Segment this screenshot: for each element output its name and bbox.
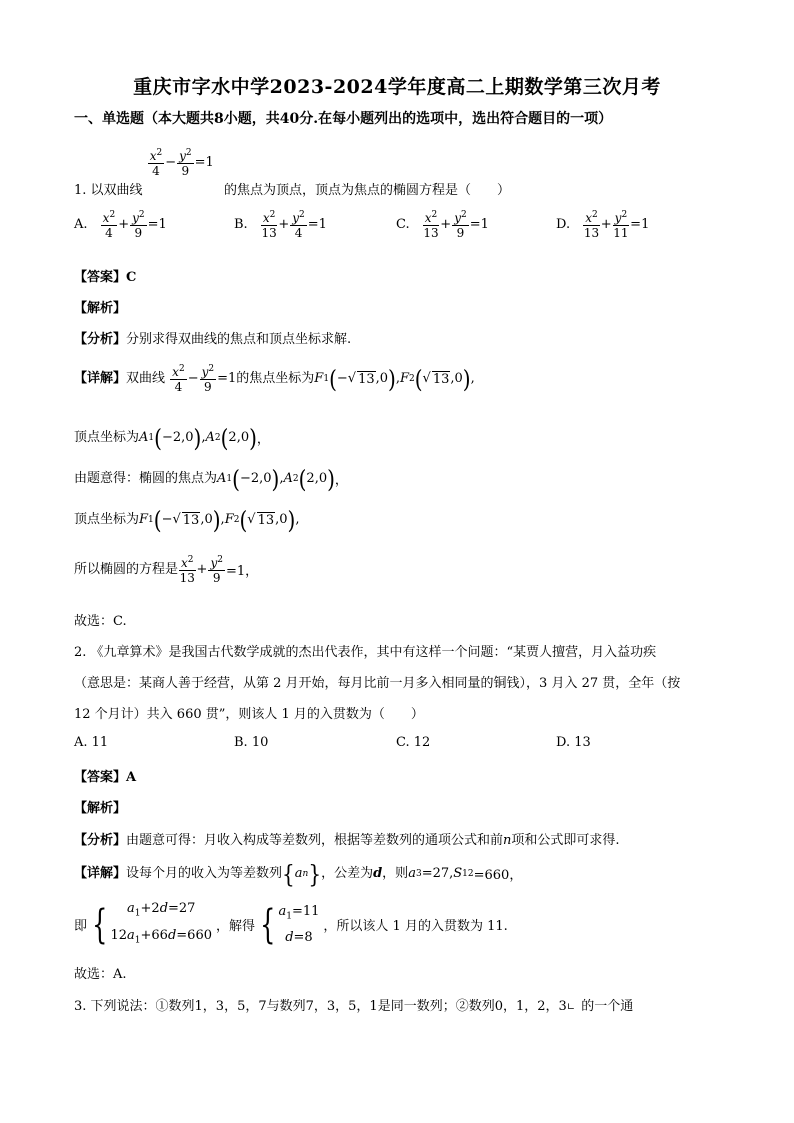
analysis-text: 由题意可得：月收入构成等差数列，根据等差数列的通项公式和前 (126, 833, 504, 848)
detail-text-3: ，则 (382, 866, 409, 881)
q2-choice: 故选：A. (74, 967, 127, 982)
q1-option-c: C. $\frac{x^2}{13}$ + $\frac{y^2}{9}$ =1 (396, 210, 489, 240)
q1-suffix: 的焦点为顶点，顶点为焦点的椭圆方程是（ ） (223, 183, 510, 198)
analysis-label: 【分析】 (74, 833, 127, 848)
option-label: B. (234, 217, 248, 232)
q2-line3: 12 个月计）共入 660 贯”，则该人 1 月的入贯数为（ ） (74, 707, 424, 722)
q1-vertex-line: 顶点坐标为 A 1 ( −2,0 ) , A 2 ( 2,0 ) ， (74, 423, 270, 452)
text-2: ，解得 (216, 919, 256, 935)
option-label: A. (74, 217, 88, 232)
q1-option-a: A. $\frac{x^2}{4}$ + $\frac{y^2}{9}$ =1 (74, 210, 167, 240)
detail-text-2: ，公差为 (321, 866, 374, 881)
detail-text: 双曲线 (126, 371, 166, 386)
q3-line1: 3. 下列说法：①数列1，3，5，7与数列7，3，5，1是同一数列；②数列0，1，2，3∟ 的一个通 (74, 999, 634, 1014)
q1-choice: 故选：C. (74, 614, 127, 629)
q2-option-a: A. 11 (74, 735, 109, 750)
q2-line1: 2. 《九章算术》是我国古代数学成就的杰出代表作，其中有这样一个问题：“某贾人擅营，月入益功疾 (74, 645, 657, 660)
q1-analysis (74, 328, 351, 347)
q1-option-b: B. $\frac{x^2}{13}$ + $\frac{y^2}{4}$ =1 (234, 210, 327, 240)
analysis-text: 分别求得双曲线的焦点和顶点坐标求解. (126, 332, 352, 347)
q2-option-c: C. 12 (396, 735, 431, 750)
detail-label: 【详解】 (74, 866, 127, 881)
detail-text-2: 的焦点坐标为 (236, 371, 315, 386)
q1-stem (74, 146, 510, 198)
q1-tiyi-line: 由题意得：椭圆的焦点为 A 1 ( −2,0 ) , A 2 ( 2,0 ) ， (74, 464, 348, 493)
text: 由题意得：椭圆的焦点为 (74, 471, 218, 486)
q2-detail-line1: 【详解】设每个月的收入为等差数列 { a n } ，公差为d，则 a 3 =27, S 12 =660， (74, 859, 523, 888)
text: 即 (74, 919, 88, 935)
option-label: D. (556, 217, 571, 232)
text: 顶点坐标为 (74, 512, 140, 527)
q2-jiexi: 【解析】 (74, 801, 127, 816)
q1-detail-line1: 【详解】双曲线 $\frac{x^2}{4}$ − $\frac{y^2}{9}$ =1的焦点坐标为 F 1 ( −√ 13 ,0 ) , F 2 ( √ 13 ,0 ) , (74, 364, 475, 394)
analysis-text-2: 项和公式即可求得. (511, 833, 620, 848)
q1-hyperbola-formula: $\frac{x^2}{4}$ − $\frac{y^2}{9}$ =1 (149, 148, 214, 178)
option-label: C. (396, 217, 410, 232)
detail-text: 设每个月的收入为等差数列 (126, 866, 283, 881)
analysis-label: 【分析】 (74, 332, 127, 347)
section-heading: 一、单选题（本大题共8小题，共40分.在每小题列出的选项中，选出符合题目的一项） (74, 111, 613, 127)
q2-answer: 【答案】A (74, 770, 137, 785)
answer-text: 【答案】C (74, 270, 137, 285)
q1-equation-line: 所以椭圆的方程是 $\frac{x^2}{13}$ + $\frac{y^2}{9}$ =1， (74, 555, 259, 585)
q2-line2: （意思是：某商人善于经营，从第 2 月开始，每月比前一月多入相同量的铜钱），3 月入 27 贯，全年（按 (74, 676, 681, 691)
q1-vertex2-line: 顶点坐标为 F 1 ( −√ 13 ,0 ) , F 2 ( √ 13 ,0 ) , (74, 505, 300, 534)
q1-jiexi: 【解析】 (74, 301, 127, 316)
text: 3. 下列说法：①数列1，3，5，7与数列7，3，5，1是同一数列；②数列0，1，2，3 (74, 999, 567, 1014)
q2-system-line: 即 { $a_1+2d=27$ $12a_1+66d=660$ ，解得 { $a_1=11$ d=8 ，所以该人 1 月的入贯数为 11. (74, 901, 508, 948)
text-2: 的一个通 (581, 999, 634, 1014)
text: 顶点坐标为 (74, 430, 140, 445)
detail-label: 【详解】 (74, 371, 127, 386)
q1-option-d: D. $\frac{x^2}{13}$ + $\frac{y^2}{11}$ =1 (556, 210, 650, 240)
q1-answer (74, 266, 136, 285)
text-3: ，所以该人 1 月的入贯数为 11. (323, 919, 508, 935)
q2-analysis: 【分析】由题意可得：月收入构成等差数列，根据等差数列的通项公式和前n项和公式即可求得. (74, 833, 620, 848)
text: 所以椭圆的方程是 (74, 562, 179, 577)
q2-option-b: B. 10 (234, 735, 269, 750)
q2-option-d: D. 13 (556, 735, 591, 750)
q1-prefix: 1. 以双曲线 (74, 183, 143, 198)
page-title: 重庆市字水中学2023-2024学年度高二上期数学第三次月考 (133, 76, 661, 98)
